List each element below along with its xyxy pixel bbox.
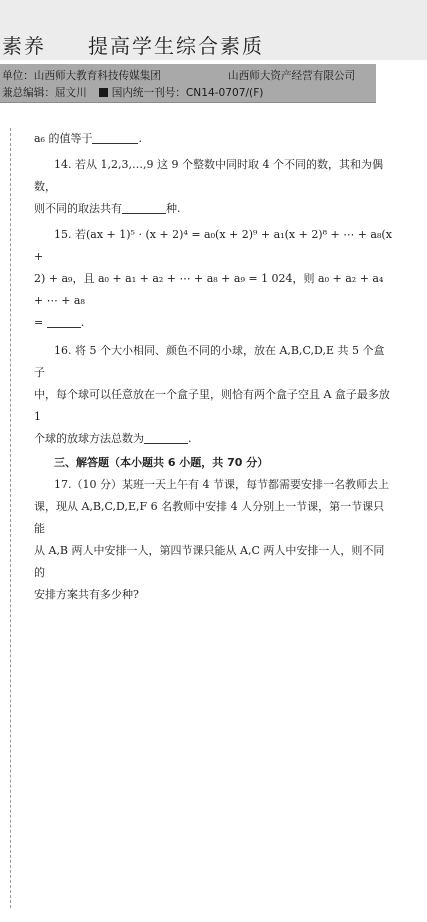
q16-end: . — [188, 432, 192, 445]
q14-line1: 14. 若从 1,2,3,…,9 这 9 个整数中同时取 4 个不同的数，其和为偶数， — [34, 158, 383, 193]
divider — [0, 102, 376, 103]
question-17-line3 — [34, 540, 392, 584]
answer-blank — [122, 201, 166, 214]
question-15-line3 — [34, 312, 392, 334]
q15-end: . — [80, 316, 85, 329]
header-title-right: 提高学生综合素质 — [88, 34, 264, 58]
publisher-unit: 单位：山西师大教育科技传媒集团 — [2, 70, 161, 82]
q14-end: 种. — [166, 202, 181, 215]
q15-line3: = — [34, 316, 44, 329]
editor-line — [2, 85, 263, 100]
publisher-company: 山西师大资产经营有限公司 — [228, 70, 356, 82]
q15-line2: 2) + a₉，且 a₀ + a₁ + a₂ + ⋯ + a₈ + a₉ = 1 024，则 a₀ + a₂ + a₄ + ⋯ + a₈ — [34, 272, 384, 307]
square-bullet-icon — [99, 88, 108, 97]
question-16-line2 — [34, 384, 392, 428]
answer-blank — [47, 315, 81, 328]
q17-line3: 从 A,B 两人中安排一人，第四节课只能从 A,C 两人中安排一人，则不同的 — [34, 544, 385, 579]
question-13-tail — [34, 128, 392, 150]
binding-dashed-line — [10, 128, 11, 908]
publisher-info-bar — [0, 64, 376, 102]
answer-blank — [144, 431, 188, 444]
q15-line1: 15. 若(ax + 1)⁵ · (x + 2)⁴ = a₀(x + 2)⁹ + a₁(x + 2)⁸ + ⋯ + a₈(x + — [34, 228, 392, 263]
section-heading: 三、解答题（本小题共 6 小题，共 70 分） — [54, 456, 269, 469]
q13-text: a₆ 的值等于 — [34, 132, 93, 145]
question-17-line2 — [34, 496, 392, 540]
issn-number: 国内统一刊号：CN14-0707/(F) — [111, 87, 264, 99]
question-17-line4 — [34, 584, 392, 606]
question-content — [34, 128, 392, 606]
answer-blank — [92, 131, 138, 144]
q13-end: . — [138, 132, 142, 145]
header-title — [2, 30, 264, 59]
header-title-left: 素养 — [2, 34, 46, 58]
question-17 — [34, 474, 392, 496]
question-15 — [34, 224, 392, 268]
question-15-line2 — [34, 268, 392, 312]
q17-line2: 课，现从 A,B,C,D,E,F 6 名教师中安排 4 人分别上一节课，第一节课只能 — [34, 500, 385, 535]
question-14-line2 — [34, 198, 392, 220]
header-banner — [0, 0, 427, 60]
q17-line1: 17.（10 分）某班一天上午有 4 节课，每节都需要安排一名教师去上 — [54, 478, 389, 491]
q17-line4: 安排方案共有多少种? — [34, 588, 139, 601]
editor-name: 兼总编辑：屈文川 — [2, 87, 87, 99]
q16-line1: 16. 将 5 个大小相同、颜色不同的小球，放在 A,B,C,D,E 共 5 个盒子 — [34, 344, 385, 379]
q16-line2: 中，每个球可以任意放在一个盒子里，则恰有两个盒子空且 A 盒子最多放 1 — [34, 388, 390, 423]
question-14 — [34, 154, 392, 198]
q14-line2: 则不同的取法共有 — [34, 202, 122, 215]
question-16 — [34, 340, 392, 384]
q16-line3: 个球的放球方法总数为 — [34, 432, 144, 445]
question-16-line3 — [34, 428, 392, 450]
